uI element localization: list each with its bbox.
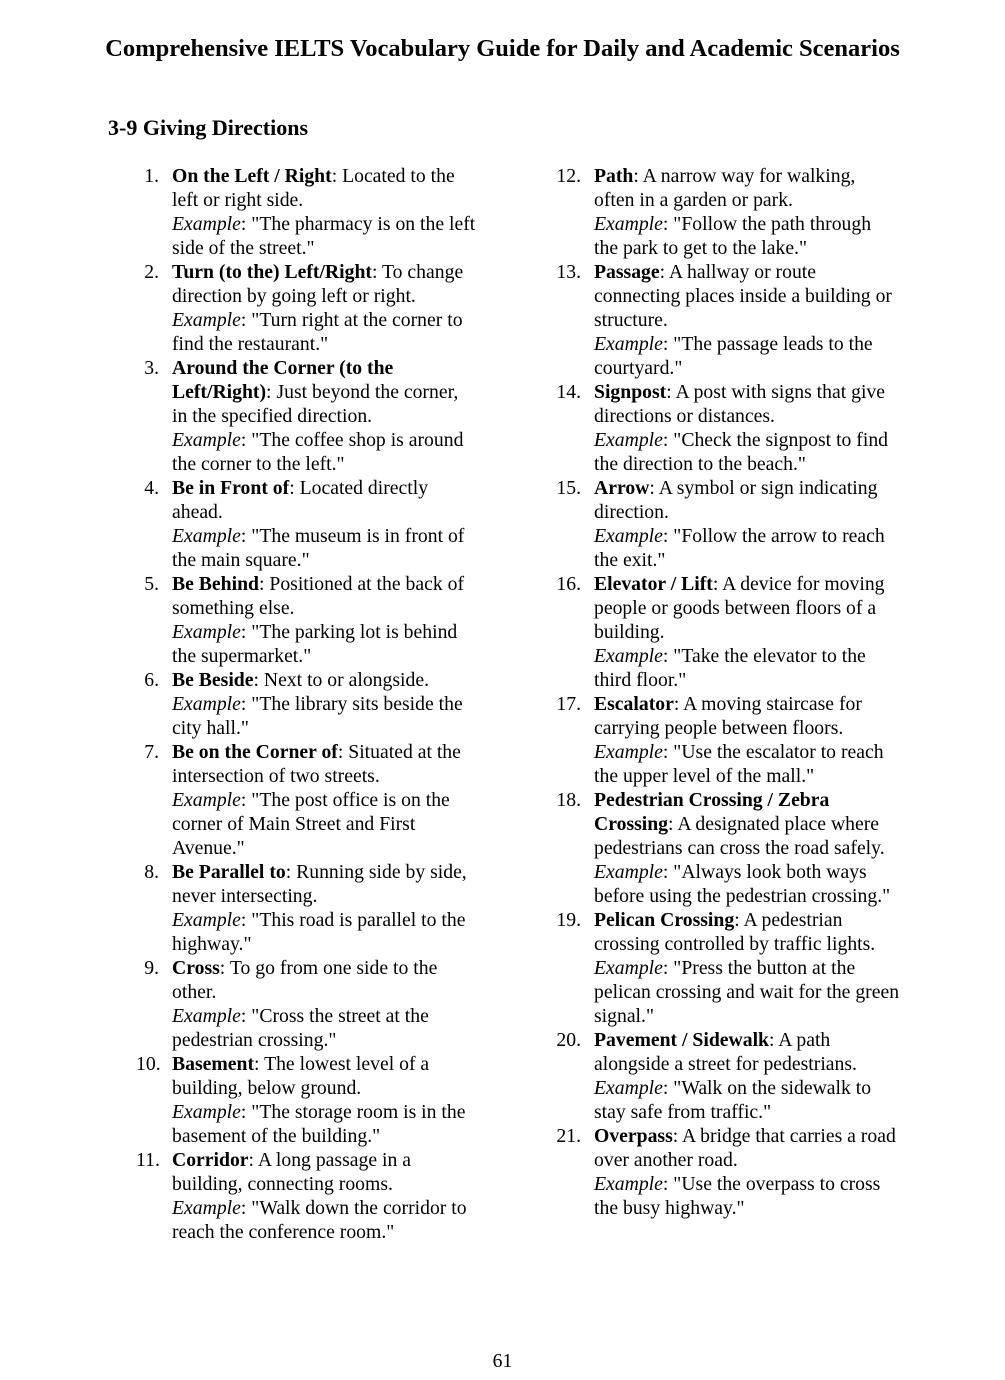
entry-number: 11. (136, 1149, 160, 1171)
vocab-entry (558, 692, 900, 788)
entry-example: : "Take the elevator to the third floor." (594, 645, 866, 691)
example-label: Example (172, 789, 241, 811)
entry-example: : "Use the overpass to cross the busy highway." (594, 1173, 881, 1219)
example-label: Example (172, 1101, 241, 1123)
vocab-entry (558, 260, 900, 380)
entry-example: : "Walk on the sidewalk to stay safe from traffic." (594, 1077, 872, 1123)
entry-definition: : A symbol or sign indicating direction. (594, 477, 878, 523)
example-label: Example (594, 861, 663, 883)
entry-term: Overpass (594, 1125, 673, 1147)
example-label: Example (172, 1197, 241, 1219)
example-label: Example (172, 429, 241, 451)
example-label: Example (172, 1005, 241, 1027)
entry-number: 10. (136, 1053, 161, 1075)
example-label: Example (594, 741, 663, 763)
vocab-entry (136, 1148, 476, 1244)
entry-example: : "The coffee shop is around the corner to the left." (172, 429, 464, 475)
entry-term: Passage (594, 261, 660, 283)
entry-term: Pavement / Sidewalk (594, 1029, 769, 1051)
entry-term: Basement (172, 1053, 255, 1075)
vocab-entry (136, 476, 476, 572)
entry-number: 18. (556, 789, 581, 811)
example-label: Example (594, 1173, 663, 1195)
entry-term: Arrow (594, 477, 650, 499)
entry-number: 7. (144, 741, 159, 763)
entry-term: Be Beside (172, 669, 254, 691)
entry-example: : "Walk down the corridor to reach the conference room." (172, 1197, 467, 1243)
example-label: Example (594, 333, 663, 355)
vocab-entry (136, 356, 476, 476)
entry-term: Escalator (594, 693, 674, 715)
entry-example: : "Check the signpost to find the direction to the beach." (594, 429, 889, 475)
entry-number: 8. (144, 861, 159, 883)
example-label: Example (172, 621, 241, 643)
entry-definition: : Situated at the intersection of two streets. (172, 741, 461, 787)
entry-definition: : A bridge that carries a road over another road. (594, 1125, 896, 1171)
entry-term: Corridor (172, 1149, 249, 1171)
entry-example: : "Follow the arrow to reach the exit." (594, 525, 885, 571)
entry-definition: : The lowest level of a building, below ground. (172, 1053, 430, 1099)
entry-term: Be in Front of (172, 477, 290, 499)
vocab-entry (136, 260, 476, 356)
document-title: Comprehensive IELTS Vocabulary Guide for Daily and Academic Scenarios (105, 35, 900, 62)
vocab-entry (136, 860, 476, 956)
entry-example: : "Turn right at the corner to find the restaurant." (172, 309, 463, 355)
entry-example: : "The museum is in front of the main square." (172, 525, 465, 571)
entry-number: 5. (144, 573, 159, 595)
vocab-entry (558, 908, 900, 1028)
entry-definition: : Located to the left or right side. (172, 165, 455, 211)
example-label: Example (594, 525, 663, 547)
entry-definition: : A hallway or route connecting places inside a building or structure. (594, 261, 892, 331)
entry-term: Be on the Corner of (172, 741, 338, 763)
entry-number: 13. (556, 261, 581, 283)
example-label: Example (594, 1077, 663, 1099)
entry-definition: : A moving staircase for carrying people between floors. (594, 693, 862, 739)
right-column (558, 164, 900, 1220)
entry-number: 2. (144, 261, 159, 283)
entry-number: 16. (556, 573, 581, 595)
example-label: Example (172, 213, 241, 235)
example-label: Example (172, 309, 241, 331)
entry-number: 4. (144, 477, 159, 499)
entry-example: : "The post office is on the corner of Main Street and First Avenue." (172, 789, 450, 859)
entry-definition: : A narrow way for walking, often in a garden or park. (594, 165, 856, 211)
vocab-entry (558, 788, 900, 908)
entry-definition: : To change direction by going left or right. (172, 261, 464, 307)
entry-definition: : Running side by side, never intersecting. (172, 861, 467, 907)
entry-definition: : A device for moving people or goods between floors of a building. (594, 573, 885, 643)
example-label: Example (594, 645, 663, 667)
entry-number: 20. (556, 1029, 581, 1051)
entry-definition: : A long passage in a building, connecting rooms. (172, 1149, 411, 1195)
section-heading: 3-9 Giving Directions (108, 115, 309, 140)
vocab-entry (558, 1028, 900, 1124)
entry-definition: : Next to or alongside. (253, 669, 429, 691)
entry-number: 21. (556, 1125, 581, 1147)
example-label: Example (172, 909, 241, 931)
entry-example: : "Cross the street at the pedestrian crossing." (172, 1005, 429, 1051)
entry-example: : "The storage room is in the basement of the building." (172, 1101, 466, 1147)
entry-definition: : Positioned at the back of something else. (172, 573, 465, 619)
vocab-entry (558, 1124, 900, 1220)
entry-definition: : A path alongside a street for pedestrians. (594, 1029, 857, 1075)
entry-definition: : Just beyond the corner, in the specified direction. (172, 381, 459, 427)
entry-definition: : To go from one side to the other. (172, 957, 438, 1003)
entry-example: : "The parking lot is behind the supermarket." (172, 621, 458, 667)
entry-number: 19. (556, 909, 581, 931)
entry-definition: : A designated place where pedestrians can cross the road safely. (594, 813, 885, 859)
entry-example: : "The library sits beside the city hall." (172, 693, 463, 739)
entry-term: Pedestrian Crossing / Zebra Crossing (594, 789, 830, 835)
entry-term: Be Behind (172, 573, 259, 595)
entry-example: : "This road is parallel to the highway." (172, 909, 466, 955)
example-label: Example (172, 525, 241, 547)
entry-term: Path (594, 165, 634, 187)
entry-term: Be Parallel to (172, 861, 286, 883)
entry-term: Cross (172, 957, 220, 979)
entry-example: : "Press the button at the pelican crossing and wait for the green signal." (594, 957, 900, 1027)
entry-number: 9. (144, 957, 159, 979)
entry-example: : "The pharmacy is on the left side of the street." (172, 213, 476, 259)
entry-definition: : A pedestrian crossing controlled by traffic lights. (594, 909, 876, 955)
entry-number: 15. (556, 477, 581, 499)
example-label: Example (594, 213, 663, 235)
entry-number: 1. (144, 165, 159, 187)
example-label: Example (594, 957, 663, 979)
entry-term: On the Left / Right (172, 165, 332, 187)
vocab-entry (136, 1052, 476, 1148)
vocab-entry (558, 380, 900, 476)
vocab-entry (136, 740, 476, 860)
entry-term: Around the Corner (to the Left/Right) (172, 357, 394, 403)
left-column (136, 164, 476, 1244)
page-number: 61 (492, 1350, 513, 1372)
entry-example: : "Always look both ways before using the pedestrian crossing." (594, 861, 891, 907)
entry-definition: : A post with signs that give directions or distances. (594, 381, 885, 427)
vocab-entry (558, 164, 900, 260)
entry-term: Turn (to the) Left/Right (172, 261, 372, 283)
entry-number: 3. (144, 357, 159, 379)
entry-example: : "Use the escalator to reach the upper level of the mall." (594, 741, 884, 787)
entry-number: 6. (144, 669, 159, 691)
example-label: Example (594, 429, 663, 451)
vocab-entry (558, 476, 900, 572)
entry-example: : "The passage leads to the courtyard." (594, 333, 873, 379)
entry-number: 14. (556, 381, 581, 403)
vocab-entry (558, 572, 900, 692)
entry-term: Pelican Crossing (594, 909, 735, 931)
vocab-entry (136, 164, 476, 260)
entry-term: Elevator / Lift (594, 573, 713, 595)
vocab-entry (136, 956, 476, 1052)
entry-term: Signpost (594, 381, 667, 403)
example-label: Example (172, 693, 241, 715)
vocab-entry (136, 668, 476, 740)
entry-definition: : Located directly ahead. (172, 477, 429, 523)
entry-number: 17. (556, 693, 581, 715)
entry-example: : "Follow the path through the park to get to the lake." (594, 213, 872, 259)
vocab-entry (136, 572, 476, 668)
entry-number: 12. (556, 165, 581, 187)
